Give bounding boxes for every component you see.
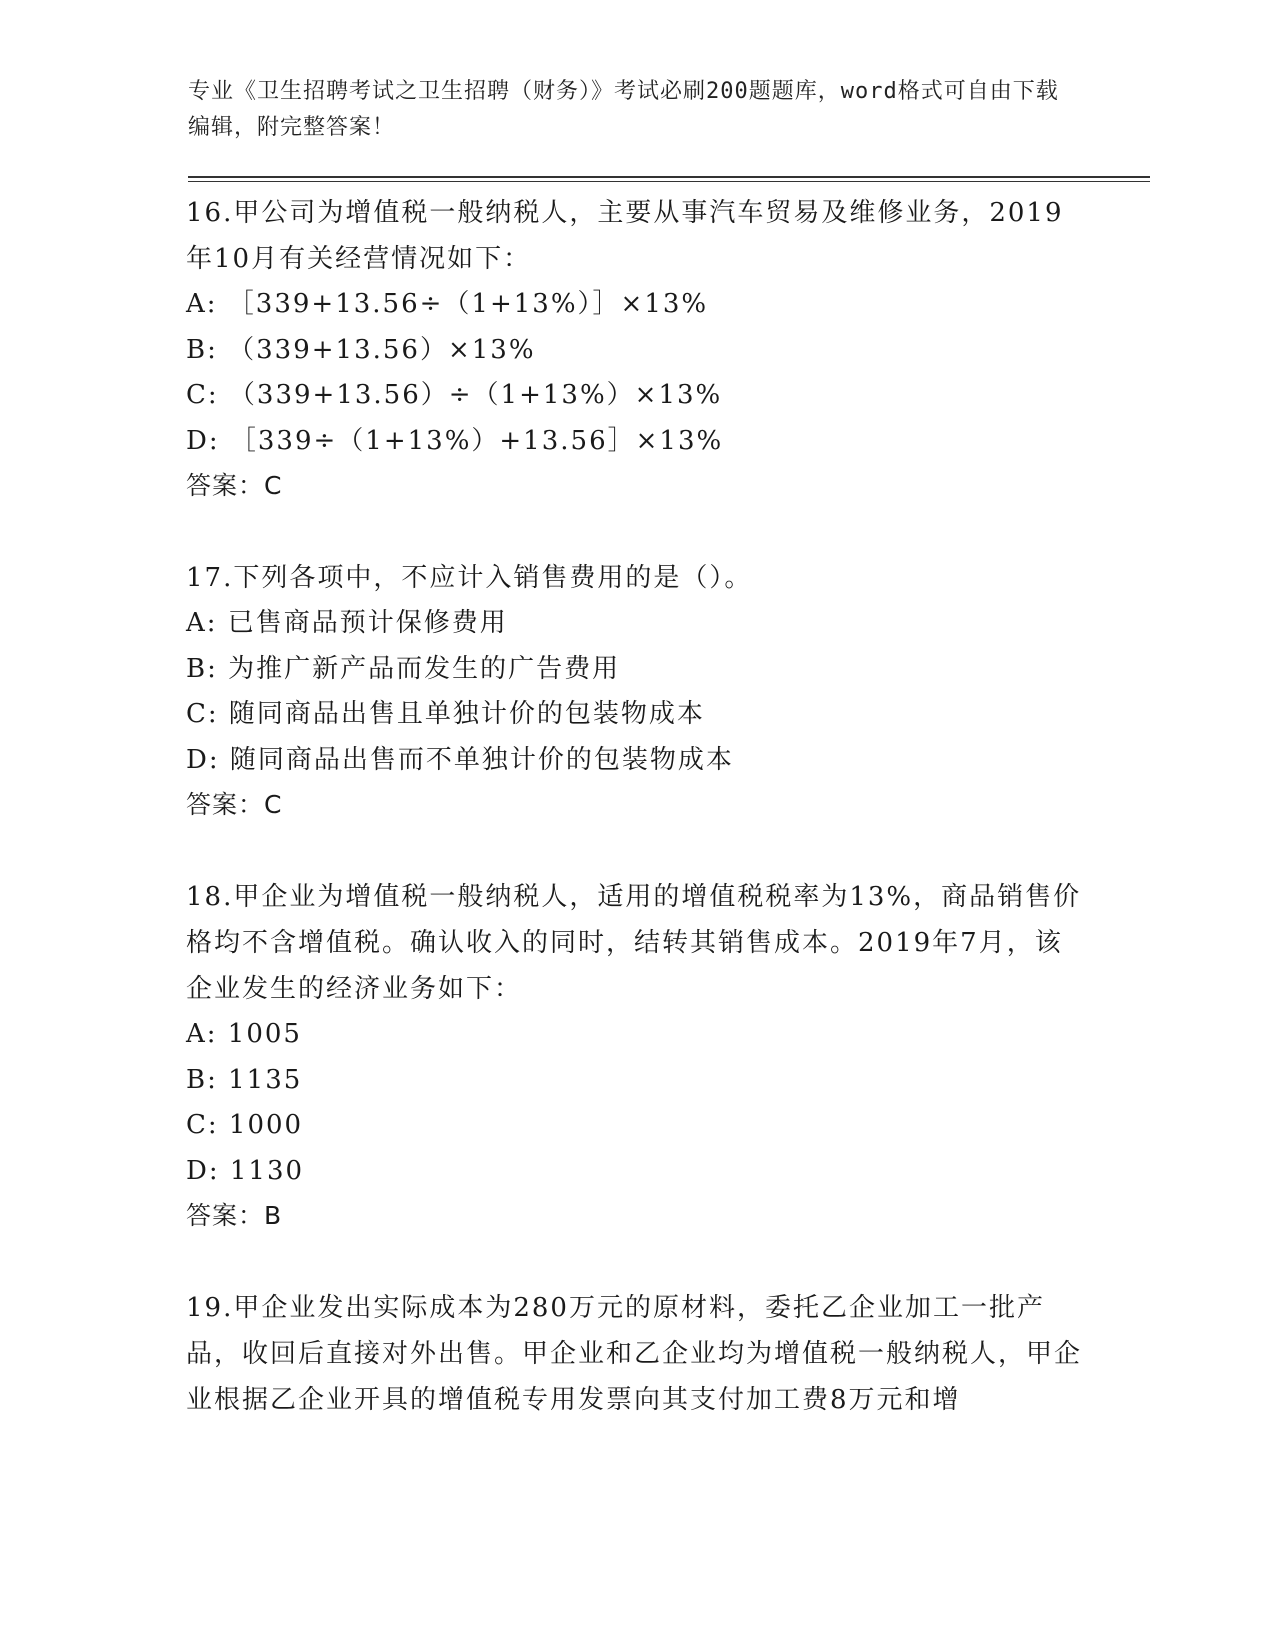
- question-17: [186, 555, 1086, 827]
- header-divider-top: [188, 176, 1150, 178]
- question-19: [186, 1285, 1086, 1423]
- question-stem: 19.甲企业发出实际成本为280万元的原材料，委托乙企业加工一批产品，收回后直接对外出售。甲企业和乙企业均为增值税一般纳税人，甲企业根据乙企业开具的增值税专用发票向其支付加工费8万元和增: [186, 1293, 1083, 1415]
- option-b: B: 1135: [186, 1064, 303, 1095]
- option-d: D: ［339÷（1+13%）+13.56］×13%: [186, 425, 724, 456]
- option-b: B: 为推广新产品而发生的广告费用: [186, 653, 621, 684]
- answer-line: 答案：C: [186, 790, 283, 819]
- option-a: A: ［339+13.56÷（1+13%）］×13%: [186, 289, 709, 319]
- option-a: A: 已售商品预计保修费用: [186, 608, 508, 638]
- option-c: C: 随同商品出售且单独计价的包装物成本: [186, 699, 705, 729]
- option-a: A: 1005: [186, 1019, 302, 1049]
- answer-line: 答案：C: [186, 471, 283, 500]
- option-c: C: 1000: [186, 1110, 304, 1140]
- question-stem: 18.甲企业为增值税一般纳税人，适用的增值税税率为13%，商品销售价格均不含增值税。确认收入的同时，结转其销售成本。2019年7月，该企业发生的经济业务如下：: [186, 882, 1082, 1004]
- question-stem: 16.甲公司为增值税一般纳税人，主要从事汽车贸易及维修业务，2019年10月有关经营情况如下：: [186, 198, 1064, 274]
- answer-line: 答案：B: [186, 1201, 283, 1230]
- question-list: [186, 190, 1086, 1470]
- option-c: C: （339+13.56）÷（1+13%）×13%: [186, 380, 723, 410]
- document-header: 专业《卫生招聘考试之卫生招聘（财务）》考试必刷200题题库，word格式可自由下载编辑，附完整答案！: [188, 79, 1059, 140]
- option-d: D: 随同商品出售而不单独计价的包装物成本: [186, 744, 734, 775]
- option-d: D: 1130: [186, 1155, 305, 1186]
- header-divider-bottom: [188, 181, 1150, 182]
- option-b: B: （339+13.56）×13%: [186, 334, 536, 365]
- question-18: [186, 874, 1086, 1238]
- question-16: [186, 190, 1086, 508]
- question-stem: 17.下列各项中，不应计入销售费用的是（）。: [186, 563, 753, 593]
